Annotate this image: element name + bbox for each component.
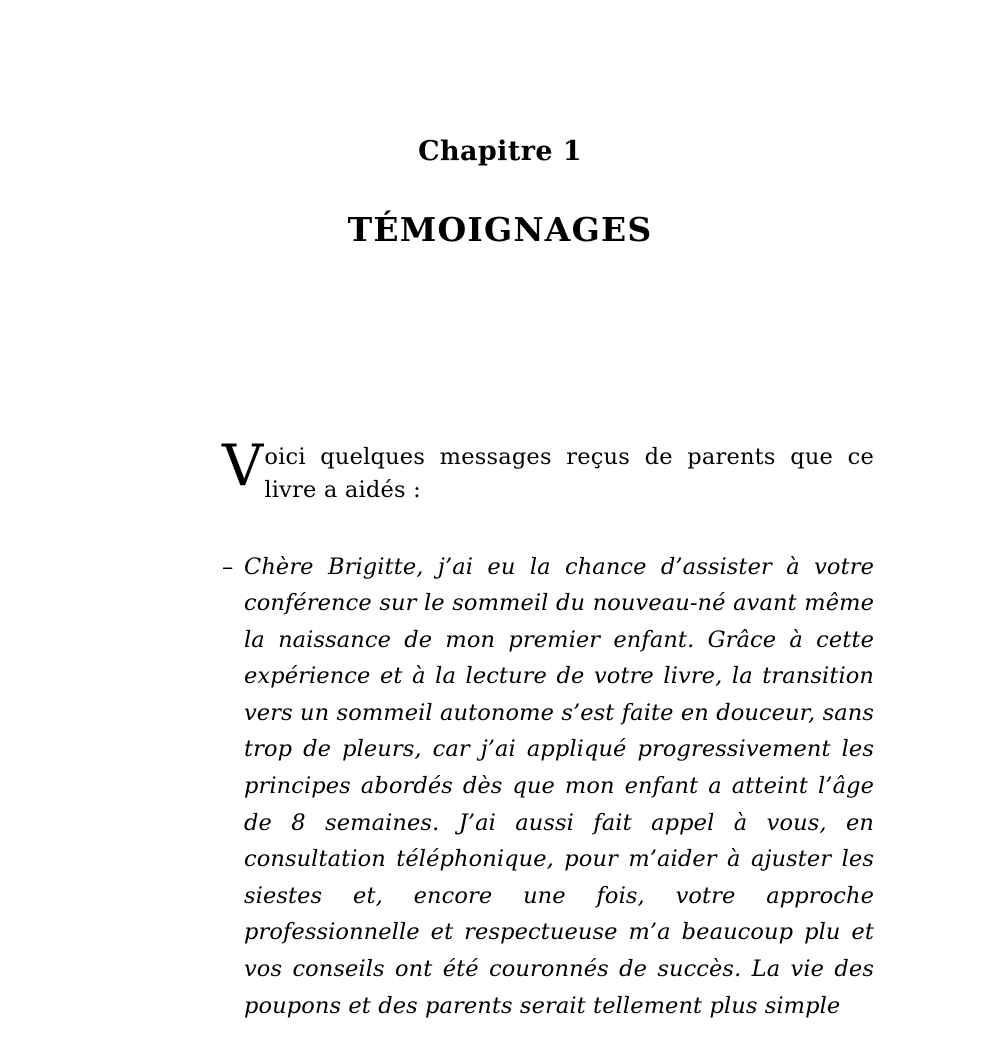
chapter-label: Chapitre 1 xyxy=(418,136,582,167)
page-title: TÉMOIGNAGES xyxy=(347,210,653,249)
intro-paragraph xyxy=(222,432,874,507)
testimonial-text: Chère Brigitte, j’ai eu la chance d’assister à votre conférence sur le sommeil du nouveau-né avant même la naissance de mon premier enfant. Grâce à cette expérience et à la lecture de votre livre, la transition vers un sommeil autonome s’est faite en douceur, sans trop de pleurs, car j’ai appliqué progressivement les principes abordés dès que mon enfant a atteint l’âge de 8 semaines. J’ai aussi fait appel à vous, en consultation téléphonique, pour m’aider à ajuster les siestes et, encore une fois, votre approche professionnelle et respectueuse m’a beaucoup plu et vos conseils ont été couronnés de succès. La vie des poupons et des parents serait tellement plus simple xyxy=(244,553,874,1019)
list-dash: – xyxy=(222,553,234,580)
testimonial-paragraph xyxy=(222,549,874,1025)
drop-cap: V xyxy=(222,432,264,499)
intro-text: oici quelques messages reçus de parents que ce livre a aidés : xyxy=(264,443,874,503)
body-text-area xyxy=(222,418,874,1047)
